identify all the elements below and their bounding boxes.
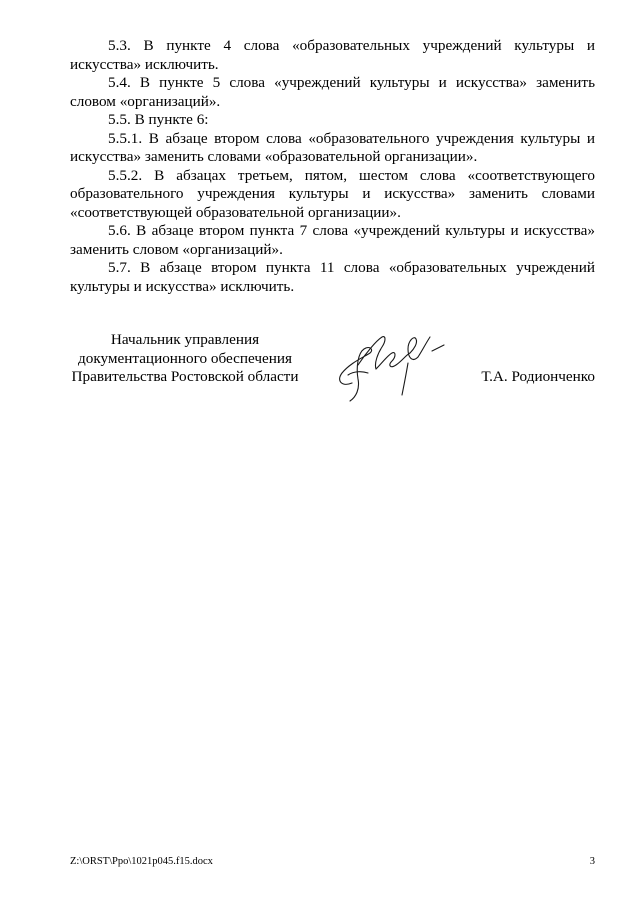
paragraph-5-5-1: 5.5.1. В абзаце втором слова «образовательного учреждения культуры и искусства» заменить словами «образовательной организации». — [70, 129, 595, 165]
position-line-1: Начальник управления — [110, 331, 260, 348]
paragraph-5-3: 5.3. В пункте 4 слова «образовательных учреждений культуры и искусства» исключить. — [70, 37, 595, 73]
handwritten-signature — [312, 323, 462, 405]
paragraph-5-5: 5.5. В пункте 6: — [108, 111, 209, 128]
position-line-3: Правительства Ростовской области — [71, 368, 299, 385]
signature-block — [70, 331, 595, 411]
paragraph-5-7: 5.7. В абзаце втором пункта 11 слова «образовательных учреждений культуры и искусства» исключить. — [70, 259, 595, 295]
paragraph-5-4: 5.4. В пункте 5 слова «учреждений культуры и искусства» заменить словом «организаций». — [70, 74, 595, 110]
file-path: Z:\ORST\Ppo\1021p045.f15.docx — [70, 856, 213, 867]
signatory-position — [70, 331, 300, 387]
paragraph-5-6: 5.6. В абзаце втором пункта 7 слова «учреждений культуры и искусства» заменить словом «организаций». — [70, 222, 595, 258]
page-number: 3 — [589, 856, 595, 867]
position-line-2: документационного обеспечения — [78, 349, 292, 367]
paragraph-5-5-2: 5.5.2. В абзацах третьем, пятом, шестом слова «соответствующего образовательного учреждения культуры и искусства» заменить словами «соответствующей образовательной организации». — [70, 166, 595, 221]
signatory-name: Т.А. Родионченко — [481, 368, 595, 385]
document-body — [70, 37, 595, 296]
